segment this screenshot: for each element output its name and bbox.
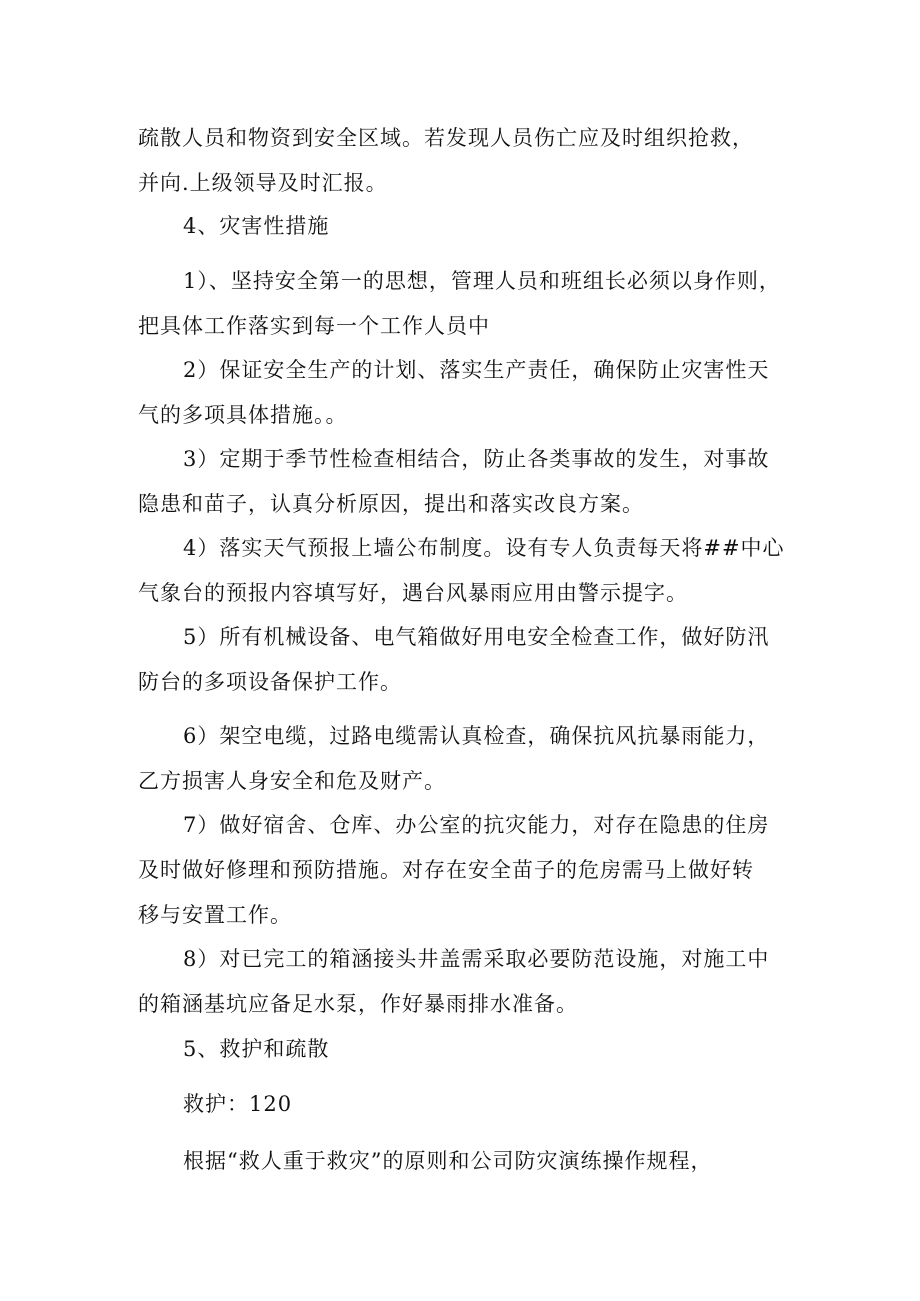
text-line: 8）对已完工的箱涵接头井盖需采取必要防范设施，对施工中 (183, 947, 770, 971)
heading-text: 5、救护和疏散 (183, 1037, 330, 1061)
text-line: 气象台的预报内容填写好，遇台风暴雨应用由警示提字。 (138, 581, 688, 605)
text-line: 疏散人员和物资到安全区域。若发现人员伤亡应及时组织抢救， (138, 126, 754, 150)
paragraph-item-5 (138, 615, 798, 705)
section-heading-disaster-measures (138, 204, 798, 249)
text-line: 5）所有机械设备、电气箱做好用电安全检查工作，做好防汛 (183, 625, 770, 649)
paragraph-principle (138, 1139, 798, 1184)
section-heading-rescue-evacuation (138, 1027, 798, 1072)
text-line: 7）做好宿舍、仓库、办公室的抗灾能力，对存在隐患的住房 (183, 813, 770, 837)
text-line: 气的多项具体措施。。 (138, 403, 348, 427)
paragraph-evacuation-continued (138, 116, 798, 206)
paragraph-item-4 (138, 526, 798, 616)
paragraph-item-1 (138, 259, 798, 349)
text-line: 防台的多项设备保护工作。 (138, 670, 402, 694)
paragraph-item-6 (138, 714, 798, 804)
paragraph-item-3 (138, 437, 798, 527)
text-line: 3）定期于季节性检查相结合，防止各类事故的发生，对事故 (183, 447, 770, 471)
text-line: 4）落实天气预报上墙公布制度。设有专人负责每天将##中心 (183, 536, 785, 560)
text-line: 乙方损害人身安全和危及财产。 (138, 769, 446, 793)
text-line: 根据“救人重于救灾”的原则和公司防灾演练操作规程， (183, 1149, 713, 1173)
text-line: 6）架空电缆，过路电缆需认真检查，确保抗风抗暴雨能力， (183, 724, 770, 748)
text-line: 1）、坚持安全第一的思想，管理人员和班组长必须以身作则， (183, 269, 781, 293)
paragraph-item-7 (138, 803, 798, 938)
paragraph-item-2 (138, 348, 798, 438)
text-line: 2）保证安全生产的计划、落实生产责任，确保防止灾害性天 (183, 358, 770, 382)
text-line: 及时做好修理和预防措施。对存在安全苗子的危房需马上做好转 (138, 858, 754, 882)
text-line: 的箱涵基坑应备足水泵，作好暴雨排水准备。 (138, 992, 578, 1016)
paragraph-item-8 (138, 937, 798, 1027)
paragraph-rescue-number (138, 1082, 798, 1127)
text-line: 隐患和苗子，认真分析原因，提出和落实改良方案。 (138, 492, 644, 516)
text-line: 救护：120 (183, 1092, 293, 1116)
text-line: 移与安置工作。 (138, 903, 292, 927)
text-line: 把具体工作落实到每一个工作人员中 (138, 314, 490, 338)
text-line: 并向.上级领导及时汇报。 (138, 171, 388, 195)
heading-text: 4、灾害性措施 (183, 214, 330, 238)
